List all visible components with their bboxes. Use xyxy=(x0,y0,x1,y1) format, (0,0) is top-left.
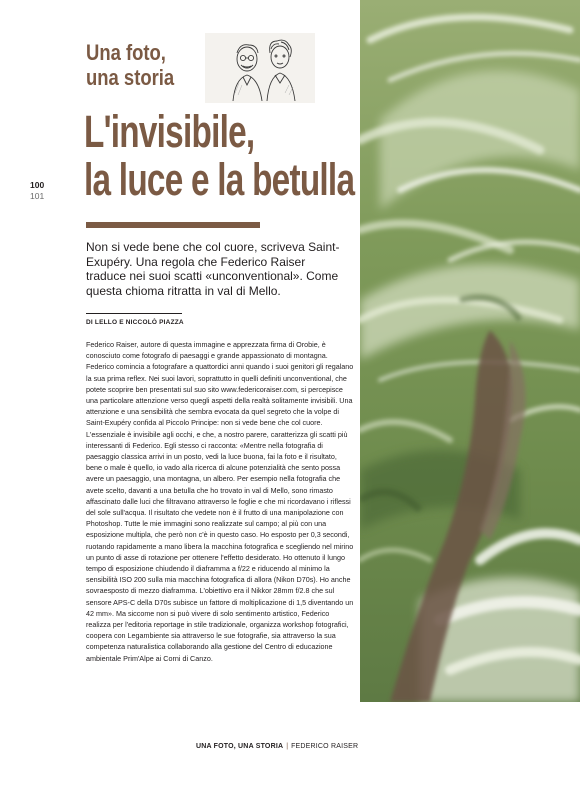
byline-rule xyxy=(86,313,182,314)
page-numbers xyxy=(30,180,44,202)
birch-photograph xyxy=(360,0,580,702)
headline xyxy=(84,108,354,204)
article-body: Federico Raiser, autore di questa immagine e apprezzata firma di Orobie, è conosciuto come fotografo di paesaggi e grande appassionato di montagna. Federico comincia a fotografare a quattordici anni quando i suoi genitori gli regalano la sua prima reflex. Nei suoi lavori, soprattutto in quelli definiti unconventional, che potete scoprire ben presentati sul suo sito www.federicoraiser.com, si percepisce una particolare attenzione verso quegli aspetti della realtà solitamente invisibili. Una attenzione e una sensibilità che sembra evocata da quel segreto che la volpe di Saint-Exupéry confida al Piccolo Principe: non si vede bene che col cuore. L'essenziale è invisibile agli occhi, e che, a nostro parere, caratterizza gli scatti più interessanti di Federico. Egli stesso ci racconta: «Mentre nella fotografia di paesaggio classica arrivi in un posto, vedi la luce buona, fai la foto e il risultato, bene o male è quello, io vado alla ricerca di alcune potenzialità che sento possa avere un paesaggio, una montagna, un albero. Per esempio nella fotografia che avete scelto, davanti a una betulla che ho trovato in val di Mello, sono rimasto affascinato dalle luci che filtravano attraverso le foglie e che mi ricordavano i riflessi del sole sull'acqua. Il risultato che vedete non è il frutto di una manipolazione con Photoshop. Tutte le mie immagini sono realizzate sul campo; al più con una esposizione multipla, che però non c'è in questo caso. Ho esposto per 0,3 secondi, ruotando rapidamente a mano libera la macchina fotografica e scegliendo nel mirino un punto di asse di rotazione per ottenere l'effetto desiderato. Ho ottenuto il lungo tempo di esposizione chiudendo il diaframma a f/22 e riducendo al minimo la sensibilità ISO 200 sulla mia macchina fotografica di allora (Nikon D70s). Ho anche sovraesposto di mezzo diaframma. L'obiettivo era il Nikkor 28mm f/2.8 che sul sensore APS-C della D70s subisce un fattore di moltiplicazione di 1,5 diventando un 42 mm». Ma siccome non si può vivere di solo sentimento artistico, Federico realizza per l'editoria reportage in stile tradizionale, organizza workshop fotografici, coopera con Legambiente sia attraverso le sue fotografie, sia attraverso la sua competenza naturalistica collaborando alla gestione del Centro di educazione ambientale Prim'Alpe ai Corni di Canzo. xyxy=(86,340,354,663)
lead-paragraph: Non si vede bene che col cuore, scriveva Saint-Exupéry. Una regola che Federico Raiser traduce nei suoi scatti «unconventional». Come questa chioma ritratta in val di Mello. xyxy=(86,240,340,298)
kicker-line-1: Una foto, xyxy=(86,40,166,65)
headline-rule xyxy=(86,222,260,228)
footer-section: UNA FOTO, UNA STORIA xyxy=(196,743,284,750)
birch-photo-image xyxy=(360,0,580,702)
kicker-line-2: una storia xyxy=(86,65,175,90)
page-number-next: 101 xyxy=(30,191,45,201)
headline-line-2: la luce e la betulla xyxy=(84,154,355,205)
byline: DI LELLO E NICCOLÒ PIAZZA xyxy=(86,319,184,326)
authors-sketch-icon xyxy=(205,33,315,103)
authors-sketch-illustration xyxy=(205,33,315,103)
page-footer xyxy=(196,743,358,750)
footer-separator: | xyxy=(286,743,289,750)
section-kicker xyxy=(86,40,184,90)
headline-line-1: L'invisibile, xyxy=(84,106,255,157)
page-number-current: 100 xyxy=(30,180,45,190)
footer-author: FEDERICO RAISER xyxy=(291,743,359,750)
